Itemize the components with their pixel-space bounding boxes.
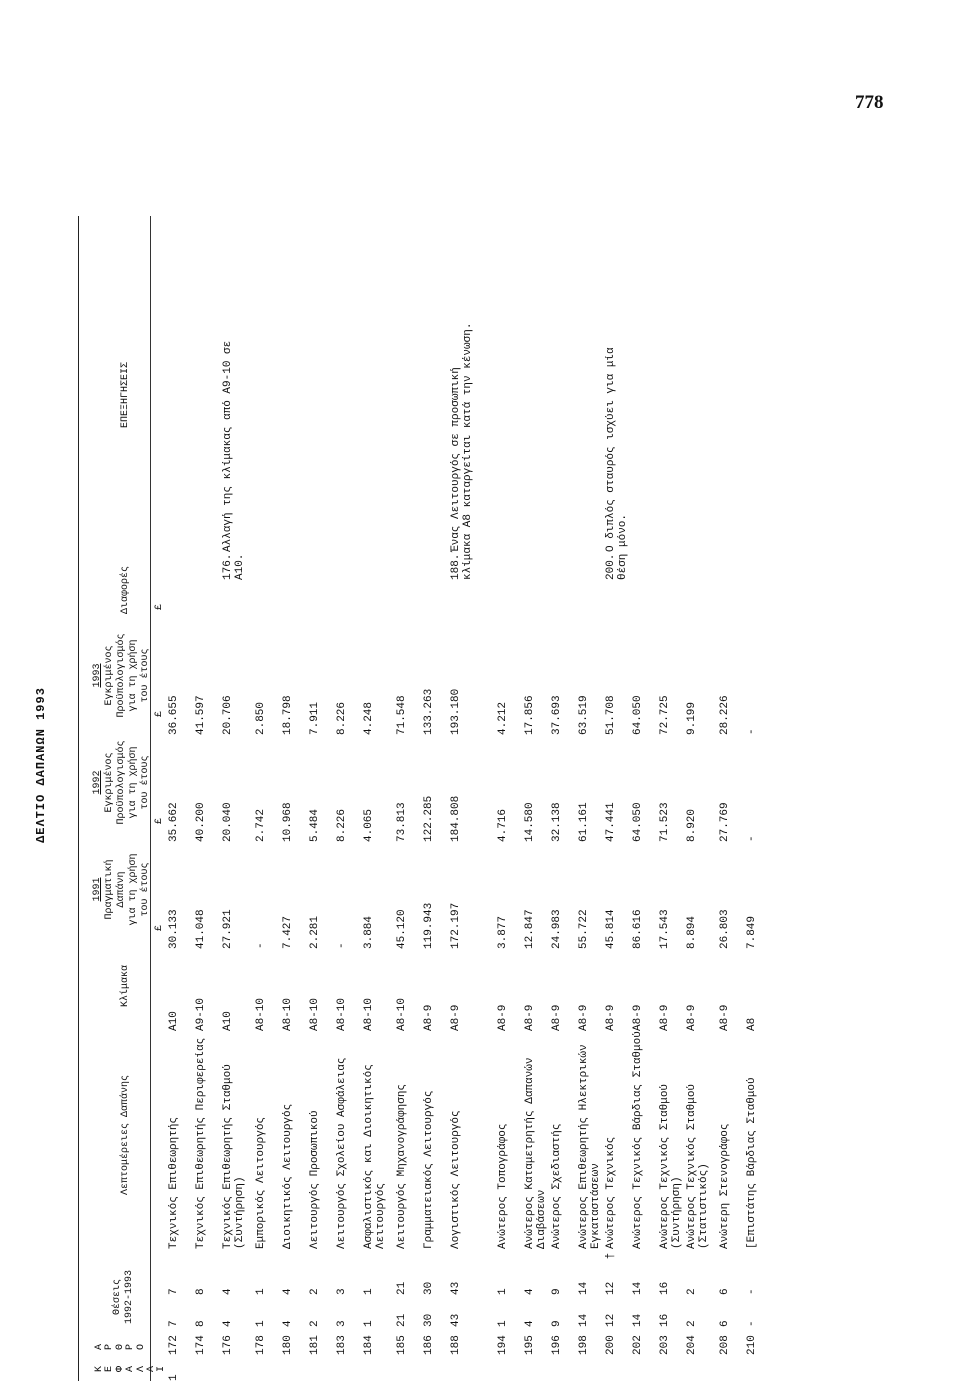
table-row: 185 21 21 Λειτουργός Μηχανογράφησης Α8-10 45.120 73.813 71.548 bbox=[396, 695, 408, 1355]
header-1991: 1991 Πραγματική Δαπάνη για τη χρήση του έτους bbox=[92, 853, 151, 926]
table-row: 174 8 8 Τεχνικός Επιθεωρητής Περιφερείας Α9-10 41.048 40.200 41.597 bbox=[195, 695, 207, 1355]
table-row: 195 4 4 Ανώτερος Καταμετρητής Δαπανών Διαβάσεων Α8-9 12.847 14.580 17.856 bbox=[524, 695, 548, 1355]
table-row: 196 9 9 Ανώτερος Σχεδιαστής Α8-9 24.983 32.138 37.693 bbox=[551, 695, 563, 1355]
header-1992: 1992 Εγκριμένος Προϋπολογισμός για τη χρήση του έτους bbox=[92, 740, 151, 825]
currency-diafores: £ bbox=[154, 604, 165, 611]
table-row: 208 6 6 Ανώτερη Στενογράφος Α8-9 26.803 27.769 28.226 bbox=[719, 695, 731, 1355]
header-arthro: Α Ρ Θ Ρ Ο bbox=[94, 1344, 147, 1351]
table-row: 210 - - [Επιστάτης Βάρδιας Σταθμού Α8 7.849 - - bbox=[746, 728, 758, 1355]
table-row: 194 1 1 Ανώτερος Τοπογράφος Α8-9 3.877 4.716 4.212 bbox=[497, 701, 509, 1355]
table-row: 184 1 1 Ασφαλιστικός και Διοικητικός Λειτουργός Α8-10 3.884 4.065 4.248 bbox=[363, 701, 387, 1355]
table-row: 180 4 4 Διοικητικός Λειτουργός Α8-10 7.427 10.968 18.798 bbox=[282, 695, 294, 1355]
budget-sheet bbox=[0, 135, 900, 1395]
currency-1991: £ bbox=[154, 925, 165, 932]
page-number: 778 bbox=[855, 92, 884, 113]
header-theseis: Θέσεις 1992-1993 bbox=[112, 1270, 135, 1325]
currency-1992: £ bbox=[154, 818, 165, 825]
table-row: 1 172 7 7 Τεχνικός Επιθεωρητής Α10 30.133 35.662 36.655 bbox=[168, 695, 180, 1381]
table-row: 186 30 30 Γραμματειακός Λειτουργός Α8-9 119.943 122.285 133.263 bbox=[423, 688, 435, 1355]
currency-1993: £ bbox=[154, 711, 165, 718]
table-row: 203 16 16 Ανώτερος Τεχνικός Σταθμού (Συντήρηση) Α8-9 17.543 71.523 72.725 bbox=[659, 695, 683, 1355]
header-1993: 1993 Εγκριμένος Προϋπολογισμός για τη χρήση του έτους bbox=[92, 633, 151, 718]
header-top-rule bbox=[78, 216, 79, 1381]
header-epexigiseis: ΕΠΕΞΗΓΗΣΕΙΣ bbox=[120, 362, 131, 429]
table-row: 181 2 2 Λειτουργός Προσωπικού Α8-10 2.281 5.484 7.911 bbox=[309, 701, 321, 1355]
header-klimaka: Κλίμακα bbox=[120, 965, 131, 1008]
table-row: 183 3 3 Λειτουργός Σχολείου Ασφάλειας Α8-10 - 8.226 8.226 bbox=[336, 701, 348, 1355]
budget-table bbox=[168, 320, 773, 1381]
header-description: Λεπτομέρειες Δαπάνης bbox=[120, 1074, 131, 1196]
table-row: 188 43 43 Λογιστικός Λειτουργός Α8-9 172.197 184.808 193.180 188.Ένας Λειτουργός σε προσωπική κλίμακα Α8 καταργείται κατά την κένωση. bbox=[450, 322, 474, 1355]
document-title: ΔΕΛΤΙΟ ΔΑΠΑΝΩΝ 1993 bbox=[34, 687, 48, 843]
table-row: 202 14 14 Ανώτερος Τεχνικός Βάρδιας Σταθμού Α8-9 86.616 64.050 64.050 bbox=[632, 695, 644, 1355]
table-row: 198 14 14 Ανώτερος Επιθεωρητής Ηλεκτρικών Εγκαταστάσεων Α8-9 55.722 61.161 63.519 bbox=[578, 695, 602, 1355]
table-row: 178 1 1 Εμπορικός Λειτουργός Α8-10 - 2.742 2.850 bbox=[255, 701, 267, 1355]
table-row: 204 2 2 Ανώτερος Τεχνικός Σταθμού (Στατιστικός) Α8-9 8.894 8.920 9.199 bbox=[686, 701, 710, 1355]
header-diafores: Διαφορές bbox=[120, 566, 131, 615]
table-row: 176 4 4 Τεχνικός Επιθεωρητής Σταθμού (Συντήρηση) Α10 27.921 20.040 20.706 176.Αλλαγή της κλίμακας από Α9-10 σε Α10. bbox=[222, 340, 246, 1355]
header-kefalaio: Κ Ε Φ Α Λ Α Ι bbox=[94, 1366, 168, 1373]
table-row: 200 12 12 † Ανώτερος Τεχνικός Α8-9 45.814 47.441 51.708 200.Ο διπλός σταυρός ισχύει για μία θέση μόνο. bbox=[605, 347, 629, 1355]
